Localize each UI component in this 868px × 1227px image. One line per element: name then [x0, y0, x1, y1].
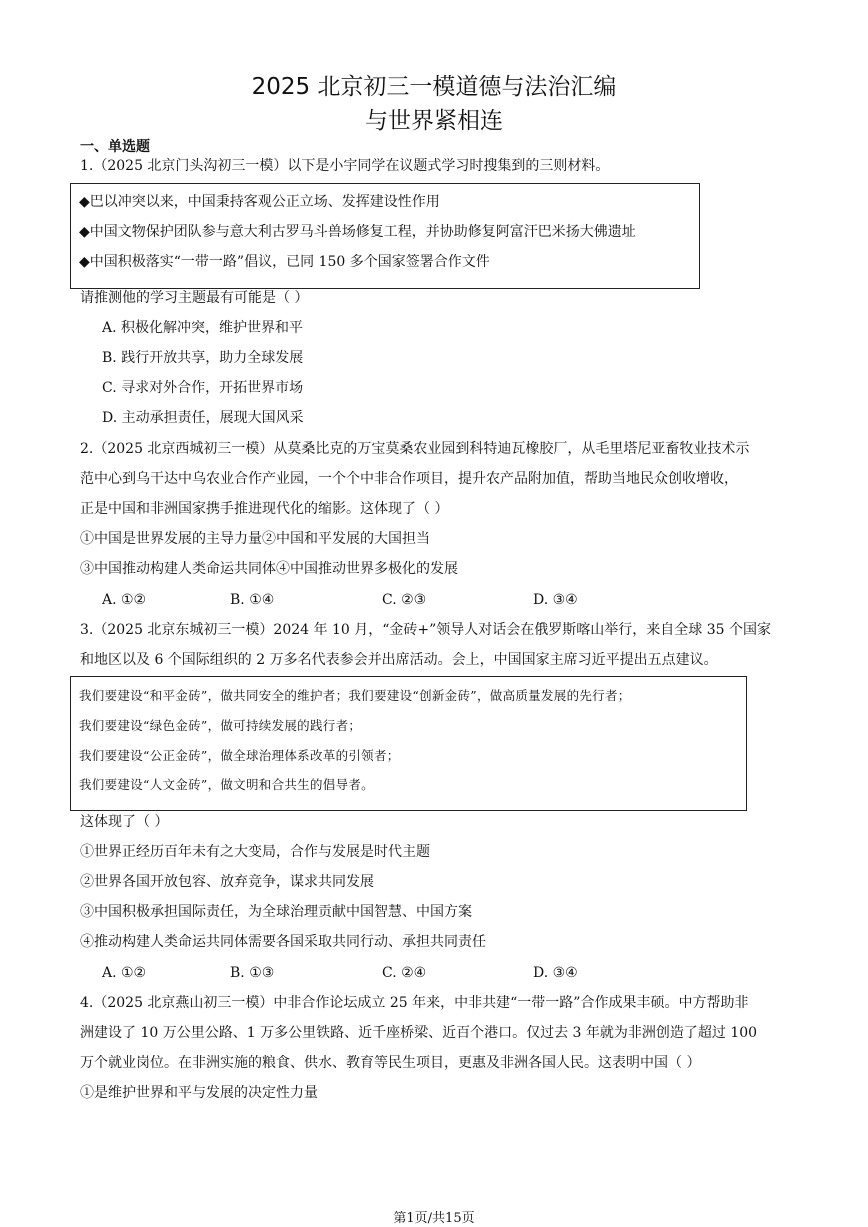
q1-option-a: A. 积极化解冲突，维护世界和平 — [102, 320, 304, 336]
page-title: 2025 北京初三一模道德与法治汇编 — [251, 74, 617, 100]
q2-stem-line-3: 正是中国和非洲国家携手推进现代化的缩影。这体现了（ ） — [80, 501, 449, 517]
q2-statement-2: ③中国推动构建人类命运共同体④中国推动世界多极化的发展 — [80, 561, 458, 577]
q1-material-box — [70, 183, 700, 289]
q3-statement-4: ④推动构建人类命运共同体需要各国采取共同行动、承担共同责任 — [80, 934, 486, 950]
page-number: 第1页/共15页 — [393, 1211, 475, 1226]
q3-quote-box — [70, 676, 747, 811]
q3-option-a: A. ①② — [102, 965, 147, 981]
q1-option-c: C. 寻求对外合作，开拓世界市场 — [102, 380, 304, 396]
q1-material-3: ◆中国积极落实“一带一路”倡议，已同 150 多个国家签署合作文件 — [79, 254, 490, 270]
q2-stem-line-2: 范中心到乌干达中乌农业合作产业园，一个个中非合作项目，提升农产品附加值，帮助当地民众创收增收， — [80, 471, 738, 487]
q3-statement-2: ②世界各国开放包容、放弃竞争，谋求共同发展 — [80, 874, 374, 890]
q1-option-d: D. 主动承担责任，展现大国风采 — [102, 410, 304, 426]
page-subtitle: 与世界紧相连 — [365, 108, 503, 134]
q2-stem-line-1: 2.（2025 北京西城初三一模）从莫桑比克的万宝莫桑农业园到科特迪瓦橡胶厂，从毛里塔尼亚畜牧业技术示 — [80, 441, 750, 457]
q4-stem-line-1: 4.（2025 北京燕山初三一模）中非合作论坛成立 25 年来，中非共建“一带一路”合作成果丰硕。中方帮助非 — [80, 995, 749, 1011]
q2-option-a: A. ①② — [102, 592, 147, 608]
q3-option-b: B. ①③ — [230, 965, 275, 981]
section-heading: 一、单选题 — [80, 139, 150, 155]
q2-option-d: D. ③④ — [533, 592, 578, 608]
q1-option-b: B. 践行开放共享，助力全球发展 — [102, 350, 304, 366]
q3-option-d: D. ③④ — [533, 965, 578, 981]
q3-stem-line-1: 3.（2025 北京东城初三一模）2024 年 10 月，“金砖+”领导人对话会在俄罗斯喀山举行，来自全球 35 个国家 — [80, 622, 771, 638]
q2-option-b: B. ①④ — [230, 592, 275, 608]
q3-stem-line-2: 和地区以及 6 个国际组织的 2 万多名代表参会并出席活动。会上，中国国家主席习近平提出五点建议。 — [80, 652, 718, 668]
q3-quote-4: 我们要建设“人文金砖”，做文明和合共生的倡导者。 — [79, 777, 374, 792]
q3-quote-1: 我们要建设“和平金砖”，做共同安全的维护者；我们要建设“创新金砖”，做高质量发展的先行者； — [79, 688, 631, 703]
q3-ask: 这体现了（ ） — [80, 814, 169, 830]
q3-quote-2: 我们要建设“绿色金砖”，做可持续发展的践行者； — [79, 718, 362, 733]
q3-statement-1: ①世界正经历百年未有之大变局，合作与发展是时代主题 — [80, 844, 430, 860]
q4-stem-line-3: 万个就业岗位。在非洲实施的粮食、供水、教育等民生项目，更惠及非洲各国人民。这表明中国（ ） — [80, 1055, 701, 1071]
q4-statement-1: ①是维护世界和平与发展的决定性力量 — [80, 1085, 318, 1101]
q3-quote-3: 我们要建设“公正金砖”，做全球治理体系改革的引领者； — [79, 748, 400, 763]
q2-option-c: C. ②③ — [382, 592, 427, 608]
q3-option-c: C. ②④ — [382, 965, 427, 981]
q1-stem: 1.（2025 北京门头沟初三一模）以下是小宇同学在议题式学习时搜集到的三则材料。 — [80, 158, 610, 174]
q3-statement-3: ③中国积极承担国际责任，为全球治理贡献中国智慧、中国方案 — [80, 904, 472, 920]
q2-statement-1: ①中国是世界发展的主导力量②中国和平发展的大国担当 — [80, 531, 430, 547]
q1-material-1: ◆巴以冲突以来，中国秉持客观公正立场、发挥建设性作用 — [79, 194, 440, 210]
q1-material-2: ◆中国文物保护团队参与意大利古罗马斗兽场修复工程，并协助修复阿富汗巴米扬大佛遗址 — [79, 224, 636, 240]
q4-stem-line-2: 洲建设了 10 万公里公路、1 万多公里铁路、近千座桥梁、近百个港口。仅过去 3 年就为非洲创造了超过 100 — [80, 1025, 758, 1041]
q1-ask: 请推测他的学习主题最有可能是（ ） — [80, 290, 309, 306]
